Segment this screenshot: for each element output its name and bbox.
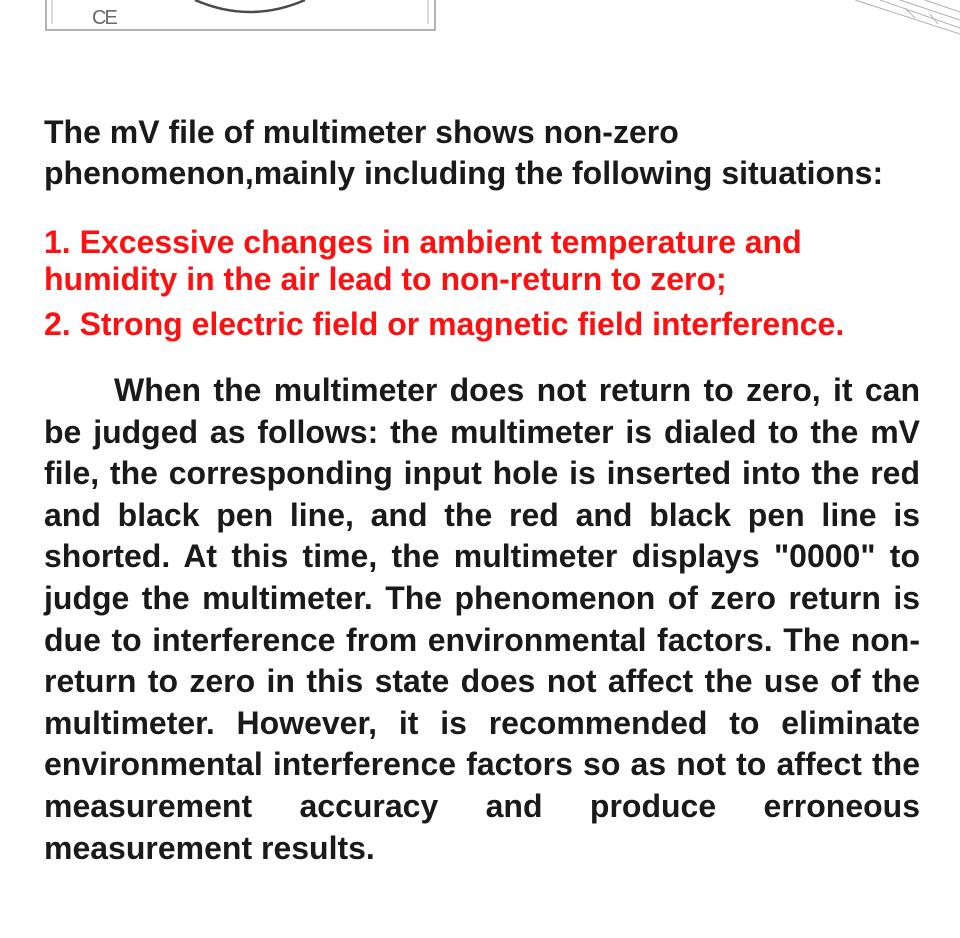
situations-list: [44, 224, 920, 351]
test-probe-sketch: [855, 0, 960, 34]
dial-arc: [195, 0, 305, 12]
situation-item-2: 2. Strong electric field or magnetic field interference.: [44, 306, 845, 342]
intro-paragraph: The mV file of multimeter shows non-zero phenomenon,mainly including the following situations:: [44, 114, 884, 191]
situation-item-1: 1. Excessive changes in ambient temperature and humidity in the air lead to non-return to zero;: [44, 224, 802, 297]
ce-mark: CE: [92, 7, 116, 29]
multimeter-sketch-illustration: [0, 0, 960, 40]
explanation-paragraph: When the multimeter does not return to zero, it can be judged as follows: the multimeter is dialed to the mV file, the corresponding input hole is inserted into the red and black pen line, and the red and black pen line is shorted. At this time, the multimeter displays "0000" to judge the multimeter. The phenomenon of zero return is due to interference from environmental factors. The non-return to zero in this state does not affect the use of the multimeter. However, it is recommended to eliminate environmental interference factors so as not to affect the measurement accuracy and produce erroneous measurement results.: [44, 372, 920, 866]
